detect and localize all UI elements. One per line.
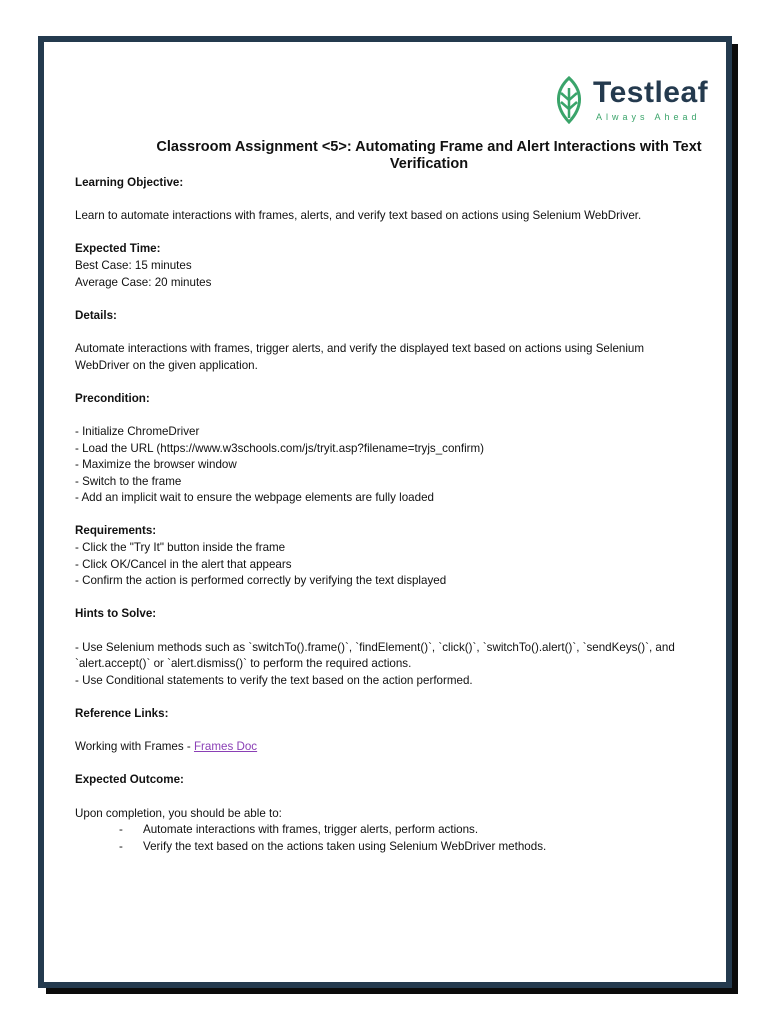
reference-links-heading: Reference Links:	[75, 707, 169, 720]
requirement-item: - Click the "Try It" button inside the frame	[75, 541, 286, 555]
document-body	[75, 175, 685, 855]
bullet-marker: -	[119, 839, 123, 853]
precondition-item: - Add an implicit wait to ensure the webpage elements are fully loaded	[75, 491, 434, 505]
bullet-marker: -	[119, 823, 123, 837]
requirement-item: - Click OK/Cancel in the alert that appears	[75, 557, 292, 571]
reference-link-line	[75, 739, 685, 756]
details-line: WebDriver on the given application.	[75, 358, 258, 372]
logo-tagline: Always Ahead	[596, 112, 701, 122]
best-case-text: Best Case: 15 minutes	[75, 258, 192, 272]
frames-doc-link[interactable]: Frames Doc	[193, 740, 258, 754]
expected-time-heading: Expected Time:	[75, 242, 161, 256]
testleaf-logo	[550, 76, 710, 126]
average-case-text: Average Case: 20 minutes	[75, 275, 212, 289]
hints-heading: Hints to Solve:	[75, 607, 157, 621]
precondition-heading: Precondition:	[75, 391, 150, 405]
precondition-item: - Load the URL (https://www.w3schools.com/js/tryit.asp?filename=tryjs_confirm)	[75, 441, 485, 455]
hints-line: - Use Selenium methods such as `switchTo().frame()`, `findElement()`, `click()`, `switchTo().alert()`, `sendKeys()`, and	[75, 640, 675, 654]
page-title: Classroom Assignment <5>: Automating Frame and Alert Interactions with Text Verification	[156, 139, 702, 172]
outcome-bullet-text: Automate interactions with frames, trigger alerts, perform actions.	[143, 823, 479, 837]
leaf-icon	[550, 76, 588, 124]
expected-outcome-intro: Upon completion, you should be able to:	[75, 806, 282, 820]
requirement-item: - Confirm the action is performed correctly by verifying the text displayed	[75, 574, 447, 588]
precondition-item: - Initialize ChromeDriver	[75, 424, 200, 438]
learning-objective-heading: Learning Objective:	[75, 176, 184, 189]
outcome-bullet	[75, 839, 685, 856]
details-line: Automate interactions with frames, trigger alerts, and verify the displayed text based on actions using Selenium	[75, 341, 645, 355]
requirements-heading: Requirements:	[75, 524, 157, 538]
details-heading: Details:	[75, 308, 117, 322]
hints-line: - Use Conditional statements to verify the text based on the action performed.	[75, 673, 473, 687]
outcome-bullet	[75, 822, 685, 839]
hints-line: `alert.accept()` or `alert.dismiss()` to perform the required actions.	[75, 657, 412, 671]
outcome-bullet-text: Verify the text based on the actions taken using Selenium WebDriver methods.	[143, 839, 547, 853]
document-page	[38, 36, 732, 988]
precondition-item: - Switch to the frame	[75, 474, 182, 488]
logo-name: Testleaf	[593, 76, 709, 109]
reference-link-prefix: Working with Frames -	[75, 740, 194, 754]
learning-objective-text: Learn to automate interactions with frames, alerts, and verify text based on actions using Selenium WebDriver.	[75, 209, 642, 223]
precondition-item: - Maximize the browser window	[75, 458, 237, 472]
expected-outcome-heading: Expected Outcome:	[75, 773, 184, 787]
